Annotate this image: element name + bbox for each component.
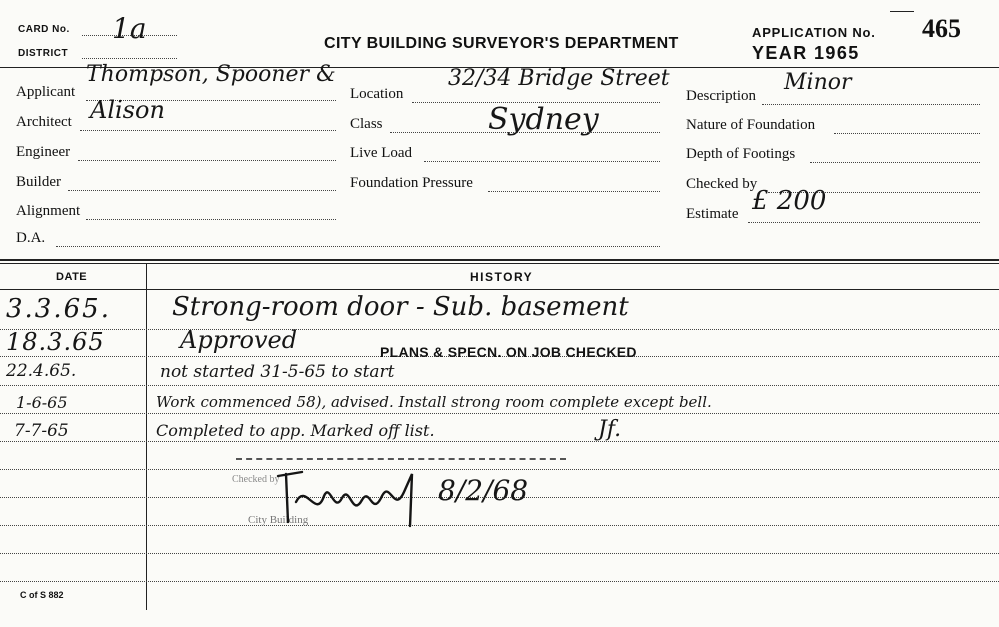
depth-of-footings-label: Depth of Footings	[686, 146, 796, 162]
description-line	[762, 104, 980, 105]
history-row-line	[0, 525, 999, 526]
stamp-border	[236, 458, 566, 460]
history-date-2: 18.3.65	[6, 328, 105, 356]
history-row-line	[0, 441, 999, 442]
initials: Jf.	[598, 417, 622, 442]
history-text-1: Strong-room door - Sub. basement	[172, 292, 629, 322]
stamp-faint-1: Checked by	[232, 474, 280, 485]
card-no-label: CARD No.	[18, 24, 70, 35]
applicant-value: Thompson, Spooner &	[86, 62, 336, 87]
location-value-2: Sydney	[488, 102, 599, 137]
live-load-line	[424, 161, 660, 162]
builder-label: Builder	[16, 174, 61, 190]
class-label: Class	[350, 116, 383, 132]
form-code: C of S 882	[20, 590, 64, 600]
builder-line	[68, 190, 336, 191]
architect-line	[80, 130, 336, 131]
history-text-5: Completed to app. Marked off list.	[156, 421, 435, 440]
history-header-rule	[0, 289, 999, 290]
engineer-label: Engineer	[16, 144, 71, 160]
history-top-rule	[0, 259, 999, 261]
estimate-line	[748, 222, 980, 223]
engineer-line	[78, 160, 336, 161]
applicant-label: Applicant	[16, 84, 76, 100]
history-row-line	[0, 329, 999, 330]
history-date-4: 1-6-65	[16, 393, 68, 412]
history-row-line	[0, 553, 999, 554]
year-label: YEAR 1965	[752, 43, 860, 63]
history-text-4: Work commenced 58), advised. Install strong room complete except bell.	[156, 393, 712, 411]
history-row-line	[0, 413, 999, 414]
history-row-line	[0, 581, 999, 582]
history-text-3: not started 31-5-65 to start	[160, 362, 395, 382]
history-date-1: 3.3.65.	[6, 294, 111, 324]
da-line	[56, 246, 660, 247]
checked-by-label: Checked by	[686, 176, 758, 192]
location-value: 32/34 Bridge Street	[448, 66, 670, 91]
foundation-pressure-label: Foundation Pressure	[350, 175, 473, 191]
location-label: Location	[350, 86, 404, 102]
history-row-line	[0, 385, 999, 386]
class-line	[390, 132, 660, 133]
card-no-value: 1a	[112, 12, 147, 45]
description-value: Minor	[784, 70, 852, 95]
history-header: HISTORY	[470, 270, 534, 284]
district-line	[82, 58, 177, 59]
history-date-5: 7-7-65	[14, 421, 69, 441]
live-load-label: Live Load	[350, 145, 413, 161]
estimate-label: Estimate	[686, 206, 739, 222]
alignment-line	[86, 219, 336, 220]
approval-stamp: PLANS & SPECN. ON JOB CHECKED	[380, 344, 637, 360]
application-no-label: APPLICATION No.	[752, 25, 876, 40]
date-header: DATE	[56, 271, 88, 283]
nature-of-foundation-line	[834, 133, 980, 134]
department-title: CITY BUILDING SURVEYOR'S DEPARTMENT	[324, 35, 679, 52]
depth-of-footings-line	[810, 162, 980, 163]
alignment-label: Alignment	[16, 203, 81, 219]
architect-label: Architect	[16, 114, 72, 130]
application-no-value: 465	[922, 14, 961, 43]
district-label: DISTRICT	[18, 48, 69, 59]
history-text-2: Approved	[180, 326, 298, 354]
history-top-rule-2	[0, 263, 999, 264]
top-dash	[890, 11, 914, 12]
nature-of-foundation-label: Nature of Foundation	[686, 117, 816, 133]
description-label: Description	[686, 88, 756, 104]
estimate-value: £ 200	[752, 186, 827, 216]
signature-date: 8/2/68	[438, 474, 529, 507]
architect-value: Alison	[90, 96, 165, 124]
history-row-line	[0, 469, 999, 470]
stamp-faint-2: City Building	[248, 514, 309, 526]
da-label: D.A.	[16, 230, 46, 246]
date-column-divider	[146, 263, 147, 610]
signature	[272, 462, 432, 532]
history-date-3: 22.4.65.	[6, 361, 77, 381]
foundation-pressure-line	[488, 191, 660, 192]
